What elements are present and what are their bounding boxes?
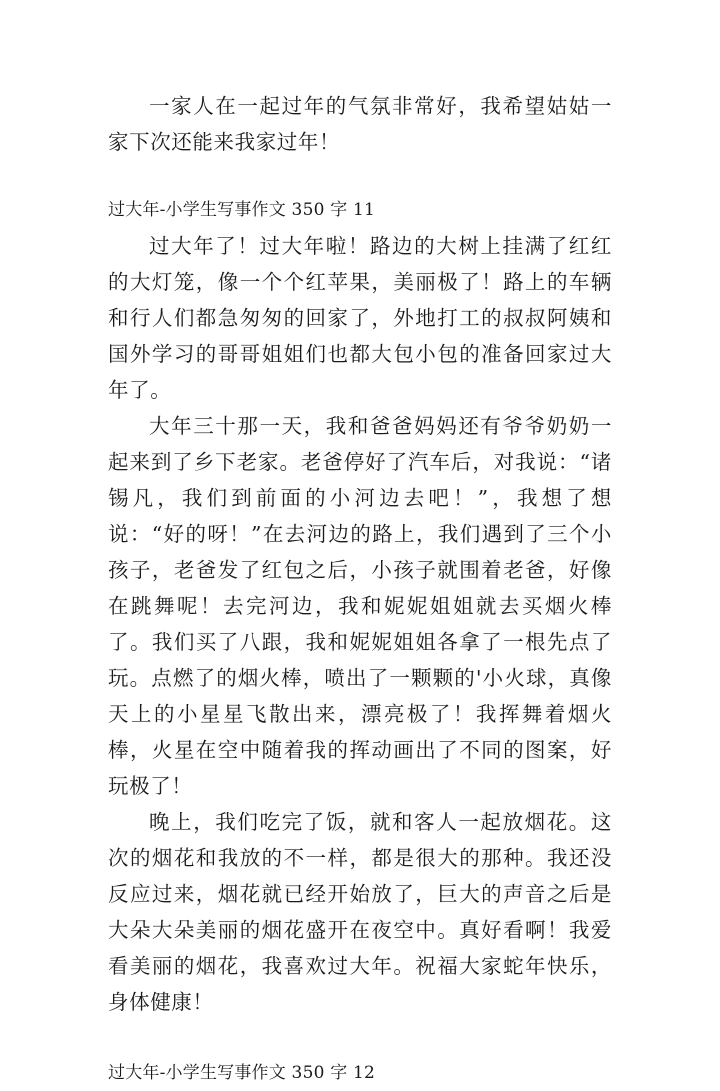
section-11-paragraph-1: 过大年了！过大年啦！路边的大树上挂满了红红的大灯笼，像一个个红苹果，美丽极了！路上的车辆和行人们都急匆匆的回家了，外地打工的叔叔阿姨和国外学习的哥哥姐姐们也都大包小包的准备回家过大年了。 bbox=[108, 234, 612, 402]
section-title-11: 过大年-小学生写事作文 350 字 11 bbox=[108, 200, 376, 220]
section-spacer bbox=[108, 160, 612, 192]
section-title-12: 过大年-小学生写事作文 350 字 12 bbox=[108, 1063, 376, 1083]
intro-paragraph: 一家人在一起过年的气氛非常好，我希望姑姑一家下次还能来我家过年！ bbox=[108, 94, 612, 154]
section-spacer bbox=[108, 1020, 612, 1055]
section-11-paragraph-2: 大年三十那一天，我和爸爸妈妈还有爷爷奶奶一起来到了乡下老家。老爸停好了汽车后，对我说：“诸锡凡，我们到前面的小河边去吧！”，我想了想说：“好的呀！”在去河边的路上，我们遇到了三个小孩子，老爸发了红包之后，小孩子就围着老爸，好像在跳舞呢！去完河边，我和妮妮姐姐就去买烟火棒了。我们买了八跟，我和妮妮姐姐各拿了一根先点了玩。点燃了的烟火棒，喷出了一颗颗的'小火球，真像天上的小星星飞散出来，漂亮极了！我挥舞着烟火棒，火星在空中随着我的挥动画出了不同的图案，好玩极了！ bbox=[108, 414, 612, 798]
section-11-paragraph-3: 晚上，我们吃完了饭，就和客人一起放烟花。这次的烟花和我放的不一样，都是很大的那种。我还没反应过来，烟花就已经开始放了，巨大的声音之后是大朵大朵美丽的烟花盛开在夜空中。真好看啊！我爱看美丽的烟花，我喜欢过大年。祝福大家蛇年快乐，身体健康！ bbox=[108, 810, 612, 1014]
document-page bbox=[108, 88, 612, 1091]
